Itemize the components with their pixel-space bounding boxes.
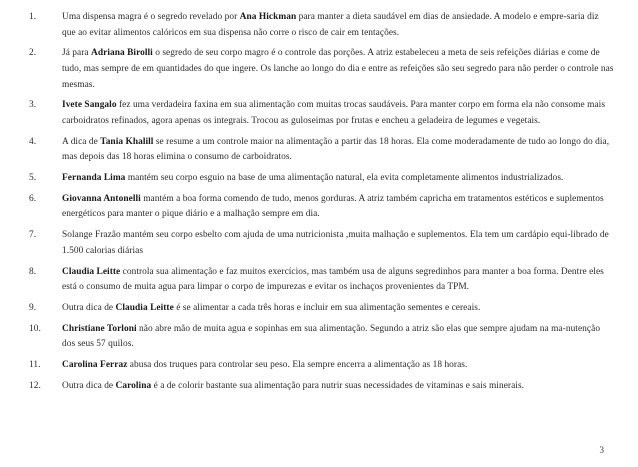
- person-name: Claudia Leitte: [115, 303, 174, 313]
- item-number: 9.: [29, 303, 37, 313]
- item-text: A dica de Tania Khalill se resume a um controle maior na alimentação a partir das 18 horas. Ela come moderadamente de tudo ao longo do dia, mas depois das 18 horas elimina o consumo de carboidratos.: [62, 136, 610, 163]
- person-name: Ivete Sangalo: [62, 100, 117, 111]
- item-number: 5.: [29, 173, 37, 184]
- item-number: 1.: [29, 12, 37, 22]
- list-item: [0, 228, 638, 259]
- item-number: 12.: [29, 380, 41, 391]
- item-number: 6.: [29, 193, 37, 204]
- item-text: Outra dica de Carolina é a de colorir bastante sua alimentação para nutrir suas necessidades de vitaminas e sais minerais.: [62, 380, 525, 391]
- item-text: Solange Frazão mantém seu corpo esbelto com ajuda de uma nutricionista ,muita malhação e suplementos. Ela tem um cardápio equi-librado de 1.500 calorias diárias: [62, 230, 609, 256]
- list-item: [0, 192, 638, 223]
- item-text: Ivete Sangalo fez uma verdadeira faxina em sua alimentação com muitas trocas saudáveis. Para manter corpo em forma ela não consome mais carboidratos refinados, agora apenas os integrais. Trocou as guloseimas por frutas e encheu a geladeira de legumes e vegetais.: [62, 100, 606, 126]
- item-number: 8.: [29, 266, 37, 277]
- list-item: [0, 358, 638, 374]
- person-name: Fernanda Lima: [62, 173, 126, 184]
- list-item: [0, 265, 638, 296]
- list-item: [0, 322, 638, 353]
- list-item: [0, 301, 638, 317]
- list-item: [0, 135, 638, 166]
- item-text: Carolina Ferraz abusa dos truques para controlar seu peso. Ela sempre encerra a alimentação as 18 horas.: [62, 360, 468, 371]
- person-name: Claudia Leitte: [62, 266, 121, 277]
- item-number: 3.: [29, 100, 37, 111]
- person-name: Carolina: [115, 380, 152, 391]
- item-text: Outra dica de Claudia Leitte é se alimentar a cada três horas e incluir em sua alimentação sementes e cereais.: [62, 303, 481, 313]
- person-name: Giovanna Antonelli: [62, 193, 141, 204]
- item-text: Já para Adriana Birolli o segredo de seu corpo magro é o controle das porções. A atriz estabeleceu a meta de seis refeições diárias e come de tudo, mas sempre de em quantidades do que ingere. Os lanche ao longo do dia e entre as refeições são seu segredo para não perder o controle nas mesmas.: [62, 48, 614, 90]
- person-name: Adriana Birolli: [91, 48, 153, 59]
- item-number: 10.: [29, 323, 41, 334]
- tips-list: [0, 10, 638, 400]
- page-number: 3: [599, 445, 604, 455]
- item-number: 4.: [29, 136, 37, 147]
- person-name: Christiane Torloni: [62, 323, 137, 334]
- item-number: 7.: [29, 230, 37, 241]
- list-item: [0, 98, 638, 129]
- item-text: Christiane Torloni não abre mão de muita agua e sopinhas em sua alimentação. Segundo a atriz são elas que sempre ajudam na ma-nutenção dos seus 57 quilos.: [62, 323, 601, 350]
- item-text: Claudia Leitte controla sua alimentação e faz muitos exercícios, mas também usa de alguns segredinhos para manter a boa forma. Dentre eles está o consumo de muita agua para limpar o corpo de impurezas e evitar os inchaços provenientes da TPM.: [62, 266, 604, 293]
- list-item: [0, 379, 638, 395]
- item-number: 11.: [29, 360, 41, 371]
- item-text: Uma dispensa magra é o segredo revelado por Ana Hickman para manter a dieta saudável em dias de ansiedade. A modelo e empre-saria diz que ao evitar alimentos calóricos em sua dispensa não corre o risco de cair em tentações.: [62, 12, 599, 38]
- person-name: Ana Hickman: [239, 12, 297, 22]
- item-text: Giovanna Antonelli mantém a boa forma comendo de tudo, menos gorduras. A atriz também capricha em tratamentos estéticos e suplementos energéticos para manter o pique diário e a malhação sempre em dia.: [62, 193, 604, 220]
- person-name: Tania Khalill: [100, 136, 154, 147]
- item-text: Fernanda Lima mantém seu corpo esguio na base de uma alimentação natural, ela evita completamente alimentos industrializados.: [62, 173, 564, 184]
- list-item: [0, 171, 638, 187]
- list-item: [0, 10, 638, 41]
- person-name: Carolina Ferraz: [62, 360, 128, 371]
- list-item: [0, 46, 638, 93]
- item-number: 2.: [29, 48, 37, 59]
